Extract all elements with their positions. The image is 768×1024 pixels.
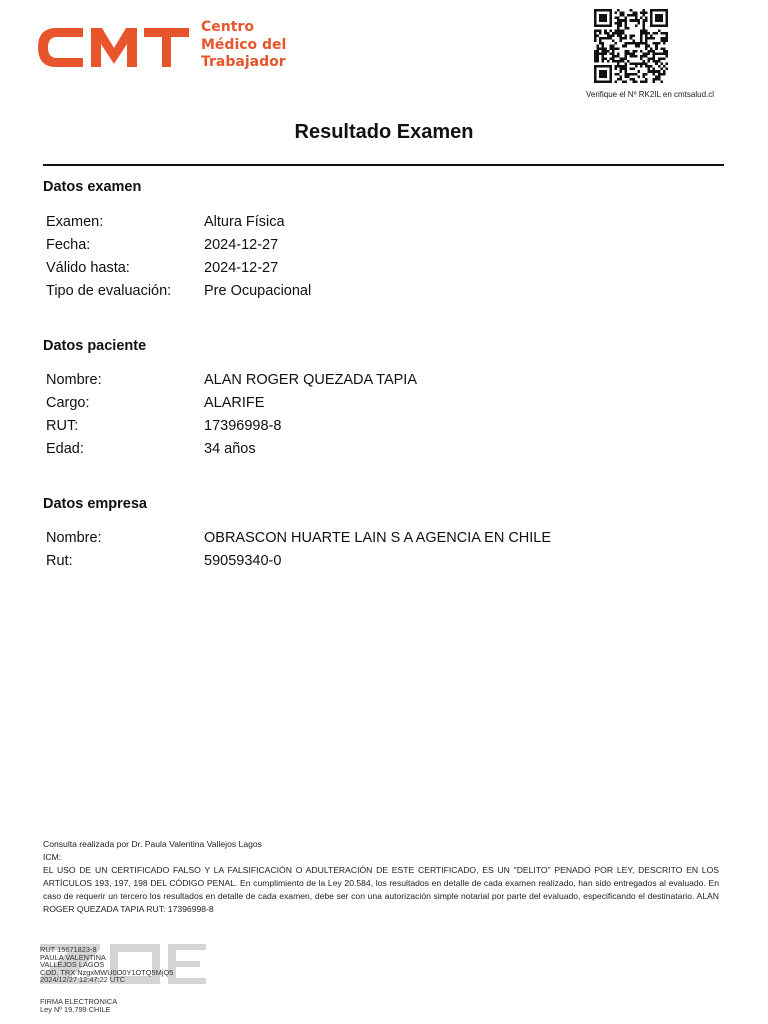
signature-law [40,998,117,1013]
exam-section-heading: Datos examen [43,179,142,195]
field-value: ALAN ROGER QUEZADA TAPIA [204,372,417,388]
signature-law-line: Ley Nº 19.799 CHILE [40,1004,111,1014]
logo-text [201,19,286,72]
footer-consulta: Consulta realizada por Dr. Paula Valentina Vallejos Lagos [43,839,262,849]
field-label: Examen: [46,214,104,230]
page-title: Resultado Examen [294,121,474,143]
field-value: OBRASCON HUARTE LAIN S A AGENCIA EN CHILE [204,530,552,546]
footer-icm: ICM: [43,852,62,862]
signature-line: COD. TRX NzgxMWU0O0Y1OTQ5MjQ5 [40,967,174,977]
field-value: Altura Física [204,214,285,230]
field-label: Cargo: [46,395,90,411]
logo-text-line-1: Centro [201,19,254,35]
field-value: Pre Ocupacional [204,283,312,299]
logo-text-line-2: Médico del [201,36,287,53]
field-value: 2024-12-27 [204,237,279,253]
field-value: 59059340-0 [204,553,282,569]
field-value: 17396998-8 [204,418,282,434]
field-label: Válido hasta: [46,260,130,276]
patient-section-heading: Datos paciente [43,338,147,354]
footer-legal: EL USO DE UN CERTIFICADO FALSO Y LA FALSIFICACIÓN O ADULTERACIÓN DE ESTE CERTIFICADO, ES UN "DELITO" PENADO POR LEY, DESCRITO EN LOS ARTÍCULOS 193, 197, 198 DEL CÓDIGO PENAL. En cumplimiento de la Ley 20.584, los resultados en detalle de cada examen realizado, han sido entregados al evaluado. En caso de requerir un tercero los resultados en detalle de cada examen, debe ser con una autorización simple notarial por parte del evaluado, especificando el destinatario. ALAN ROGER QUEZADA TAPIA RUT: 17396998-8 [43,865,719,914]
field-value: ALARIFE [204,395,265,411]
qr-code[interactable] [594,9,668,83]
field-value: 2024-12-27 [204,260,279,276]
field-label: Rut: [46,553,73,569]
signature-line: RUT 15671823-8 [40,945,97,954]
signature-line: 2024/12/27 12:47:22 UTC [40,975,126,985]
signature-line: PAULA VALENTINA [40,952,106,962]
field-label: Nombre: [46,372,102,388]
logo-text-line-3: Trabajador [201,54,286,70]
field-label: Tipo de evaluación: [46,283,172,299]
field-label: Nombre: [46,530,102,546]
title-divider [43,164,724,166]
signature-law-line: FIRMA ELECTRONICA [40,997,118,1006]
company-section-heading: Datos empresa [43,496,147,512]
field-label: Fecha: [46,237,91,253]
field-value: 34 años [204,441,256,457]
signature-line: VALLEJOS LAGOS [40,960,105,970]
signature-text [40,946,173,984]
field-label: Edad: [46,441,84,457]
field-label: RUT: [46,418,79,434]
verify-text: Verifique el Nº RK2IL en cmtsalud.cl [586,90,715,99]
